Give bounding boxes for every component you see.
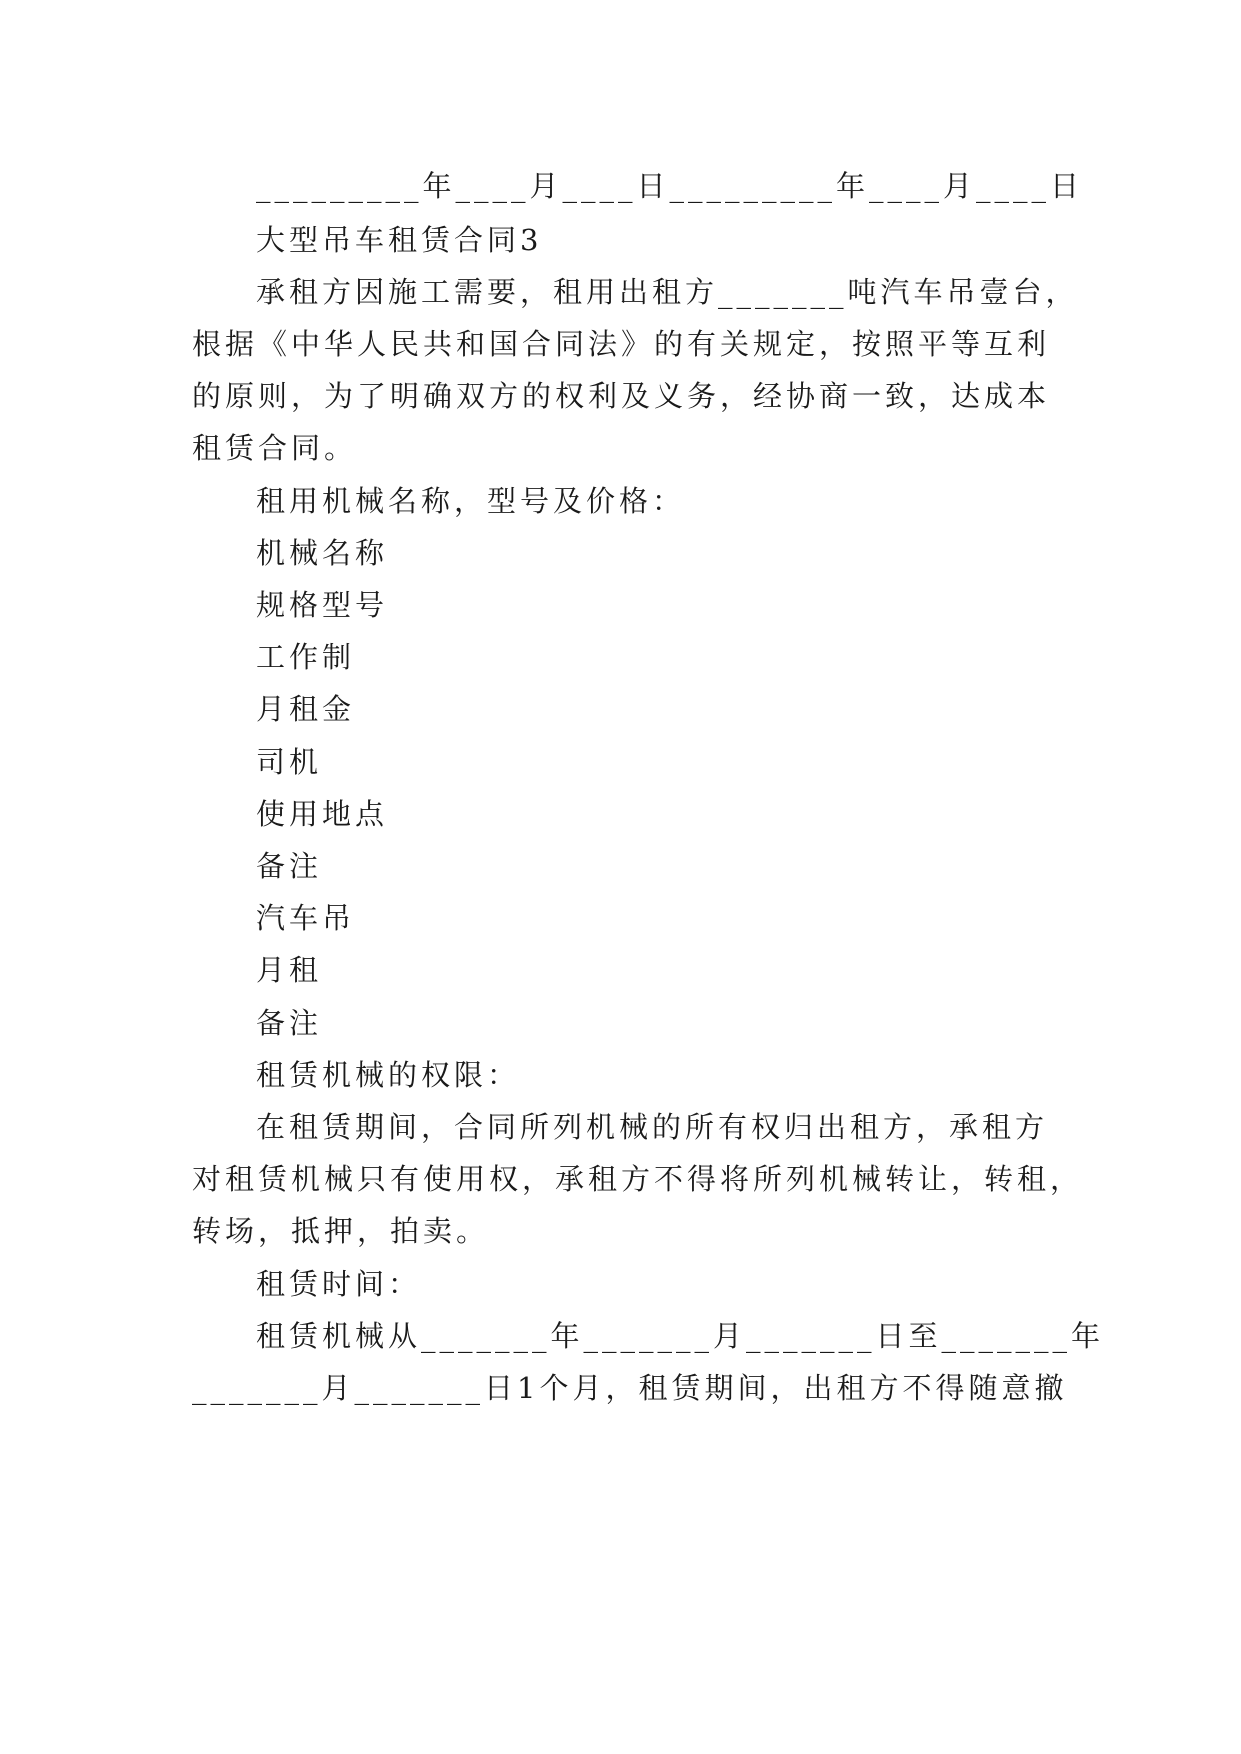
contract-title: 大型吊车租赁合同3 xyxy=(256,223,543,257)
paragraph-line: 在租赁期间，合同所列机械的所有权归出租方，承租方 xyxy=(256,1110,1049,1144)
section-heading: 租赁时间： xyxy=(256,1267,422,1301)
list-item: 月租金 xyxy=(256,692,356,726)
paragraph-line: 租赁机械从_______年_______月_______日至_______年 xyxy=(256,1319,1105,1353)
list-item: 备注 xyxy=(256,849,323,883)
list-item: 备注 xyxy=(256,1006,323,1040)
paragraph-line: 对租赁机械只有使用权，承租方不得将所列机械转让，转租， xyxy=(192,1162,1084,1196)
list-item: 工作制 xyxy=(256,640,356,674)
list-item: 机械名称 xyxy=(256,536,389,570)
list-item: 使用地点 xyxy=(256,797,389,831)
list-item: 月租 xyxy=(256,953,323,987)
list-item: 司机 xyxy=(256,745,323,779)
date-signature-line: _________年____月____日_________年____月____日 xyxy=(256,169,1084,203)
section-heading: 租赁机械的权限： xyxy=(256,1058,521,1092)
paragraph-line: _______月_______日1个月，租赁期间，出租方不得随意撤 xyxy=(192,1371,1068,1405)
paragraph-line: 租赁合同。 xyxy=(192,431,358,465)
section-heading: 租用机械名称，型号及价格： xyxy=(256,484,686,518)
list-item: 规格型号 xyxy=(256,588,389,622)
paragraph-line: 的原则，为了明确双方的权利及义务，经协商一致，达成本 xyxy=(192,379,1051,413)
paragraph-line: 承租方因施工需要，租用出租方_______吨汽车吊壹台， xyxy=(256,275,1079,309)
list-item: 汽车吊 xyxy=(256,901,356,935)
paragraph-line: 根据《中华人民共和国合同法》的有关规定，按照平等互利 xyxy=(192,327,1051,361)
paragraph-line: 转场，抵押，拍卖。 xyxy=(192,1214,490,1248)
